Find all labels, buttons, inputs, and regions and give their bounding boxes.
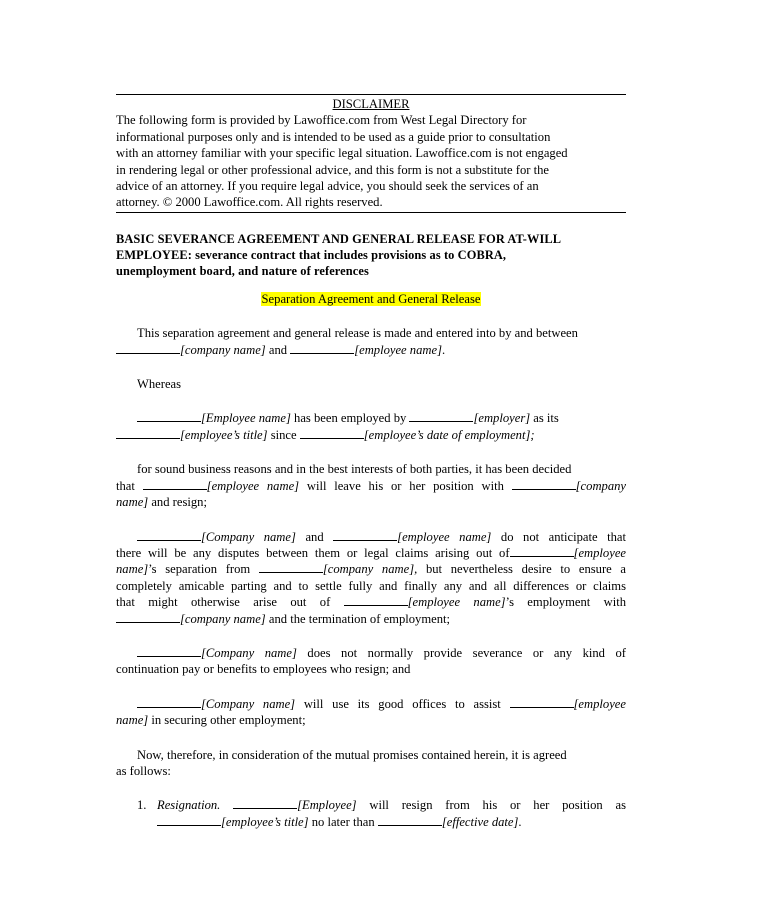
fill-in-blank[interactable]: [344, 594, 408, 606]
fill-in-blank[interactable]: [157, 814, 221, 826]
text: will leave his or her position with: [306, 478, 504, 493]
consideration-paragraph: [116, 747, 626, 780]
fill-in-blank[interactable]: [233, 797, 297, 809]
text: that might otherwise arise out of: [116, 595, 331, 610]
fill-in-blank[interactable]: [116, 611, 180, 623]
placeholder-effective-date: [effective date]: [441, 814, 519, 829]
disclaimer-line: The following form is provided by Lawoffice.com from West Legal Directory for: [116, 113, 527, 128]
placeholder-company-name: [Company name]: [201, 645, 297, 660]
business-reasons-paragraph: [116, 461, 626, 510]
placeholder-company-name: name]: [116, 495, 149, 510]
whereas-label: Whereas: [137, 377, 182, 392]
placeholder-employee-title: [employee’s title]: [221, 814, 309, 829]
document-page: [116, 94, 626, 830]
disclaimer-line: with an attorney familiar with your specific legal situation. Lawoffice.com is not engaged: [116, 146, 568, 161]
text: as its: [533, 411, 559, 426]
text-line: completely amicable parting and to settle fully and finally any and all differences or claims: [116, 578, 626, 593]
text: that: [116, 478, 135, 493]
list-number: 1.: [137, 798, 147, 813]
placeholder-employee-name: [employee name]: [354, 342, 442, 357]
text-line: [116, 645, 626, 661]
text-line: [157, 814, 626, 830]
text-line: [116, 545, 626, 561]
text: ’s separation from: [148, 562, 251, 577]
text: will use its good offices to assist: [303, 696, 501, 711]
fill-in-blank[interactable]: [512, 478, 576, 490]
text: but nevertheless desire to ensure a: [425, 562, 626, 577]
fill-in-blank[interactable]: [143, 478, 207, 490]
text: since: [270, 427, 297, 442]
text-line: [116, 561, 626, 577]
fill-in-blank[interactable]: [300, 427, 364, 439]
text: and the termination of employment;: [268, 611, 451, 626]
fill-in-blank[interactable]: [290, 342, 354, 354]
text: no later than: [311, 814, 375, 829]
text-line: as follows:: [116, 763, 171, 778]
fill-in-blank[interactable]: [333, 529, 397, 541]
clause-label: Resignation.: [157, 798, 221, 813]
text: do not anticipate that: [500, 529, 627, 544]
placeholder-company-name: [company name]: [180, 342, 266, 357]
text: .: [518, 814, 522, 829]
text-line: [157, 797, 626, 813]
placeholder-company-name: [company: [575, 478, 627, 493]
text: has been employed by: [294, 411, 407, 426]
text-line: [116, 594, 626, 610]
text: will resign from his or her position as: [369, 798, 626, 813]
text: and: [268, 342, 288, 357]
placeholder-employee: [Employee]: [297, 798, 357, 813]
disclaimer-line: advice of an attorney. If you require legal advice, you should seek the services of an: [116, 179, 539, 194]
text: there will be any disputes between them or legal claims arising out of: [116, 545, 510, 560]
text-line: [116, 712, 626, 728]
fill-in-blank[interactable]: [137, 696, 201, 708]
placeholder-company-name: [Company name]: [201, 696, 296, 711]
disclaimer-title: DISCLAIMER: [332, 97, 410, 111]
placeholder-employee-name: [Employee name]: [201, 411, 291, 426]
placeholder-company-name: [Company name]: [201, 529, 296, 544]
text-line: [116, 427, 626, 443]
fill-in-blank[interactable]: [510, 696, 574, 708]
disclaimer-box: [116, 94, 626, 213]
fill-in-blank[interactable]: [510, 545, 574, 557]
placeholder-employee-name: [employee name]: [397, 529, 492, 544]
placeholder-employee-title: [employee’s title]: [180, 427, 268, 442]
text-line: [116, 410, 626, 426]
fill-in-blank[interactable]: [116, 427, 180, 439]
placeholder-employee-name: name]: [116, 713, 149, 728]
placeholder-company-name: [company name]: [180, 611, 266, 626]
heading-line: EMPLOYEE: severance contract that includes provisions as to COBRA,: [116, 247, 507, 262]
severance-paragraph: [116, 645, 626, 678]
text: .: [441, 342, 446, 357]
text-line: [116, 494, 626, 510]
placeholder-company-name: [company name],: [322, 562, 418, 577]
fill-in-blank[interactable]: [378, 814, 442, 826]
placeholder-employee-name: name]: [116, 562, 149, 577]
disclaimer-line: informational purposes only and is intended to be used as a guide prior to consultation: [116, 129, 551, 144]
text-line: [116, 478, 626, 494]
placeholder-employee-name: [employee: [573, 696, 626, 711]
placeholder-employment-date: [employee’s date of employment];: [363, 427, 535, 442]
subtitle-wrap: [116, 291, 626, 307]
list-item-resignation: [116, 797, 626, 830]
text-line: This separation agreement and general release is made and entered into by and between: [137, 326, 578, 341]
text: and: [305, 529, 324, 544]
placeholder-employee-name: [employee: [573, 545, 626, 560]
text: ’s employment with: [505, 595, 626, 610]
text-line: for sound business reasons and in the best interests of both parties, it has been decided: [137, 462, 572, 477]
document-heading: [116, 231, 626, 279]
placeholder-employer: [employer]: [473, 411, 531, 426]
fill-in-blank[interactable]: [137, 410, 201, 422]
highlighted-subtitle: Separation Agreement and General Release: [261, 291, 481, 306]
heading-line: BASIC SEVERANCE AGREEMENT AND GENERAL RELEASE FOR AT-WILL: [116, 231, 562, 246]
disclaimer-line: in rendering legal or other professional advice, and this form is not a substitute for the: [116, 162, 549, 177]
text: does not normally provide severance or any kind of: [307, 645, 626, 660]
good-offices-paragraph: [116, 696, 626, 729]
fill-in-blank[interactable]: [137, 645, 201, 657]
text-line: [116, 696, 626, 712]
text-line: [116, 529, 626, 545]
placeholder-employee-name: [employee name]: [407, 595, 506, 610]
text-line: continuation pay or benefits to employees who resign; and: [116, 662, 411, 677]
text-line: [116, 611, 626, 627]
fill-in-blank[interactable]: [259, 561, 323, 573]
intro-paragraph: [116, 325, 626, 358]
text-line: [116, 342, 626, 358]
disputes-paragraph: [116, 529, 626, 627]
placeholder-employee-name: [employee name]: [206, 478, 300, 493]
employment-paragraph: [116, 410, 626, 443]
text-line: Now, therefore, in consideration of the mutual promises contained herein, it is agreed: [137, 747, 567, 762]
list-item-body: [137, 797, 626, 830]
fill-in-blank[interactable]: [409, 410, 473, 422]
fill-in-blank[interactable]: [116, 342, 180, 354]
fill-in-blank[interactable]: [137, 529, 201, 541]
text: and resign;: [151, 495, 207, 510]
disclaimer-line: attorney. © 2000 Lawoffice.com. All rights reserved.: [116, 195, 383, 210]
heading-line: unemployment board, and nature of references: [116, 263, 369, 278]
text: in securing other employment;: [151, 713, 306, 728]
